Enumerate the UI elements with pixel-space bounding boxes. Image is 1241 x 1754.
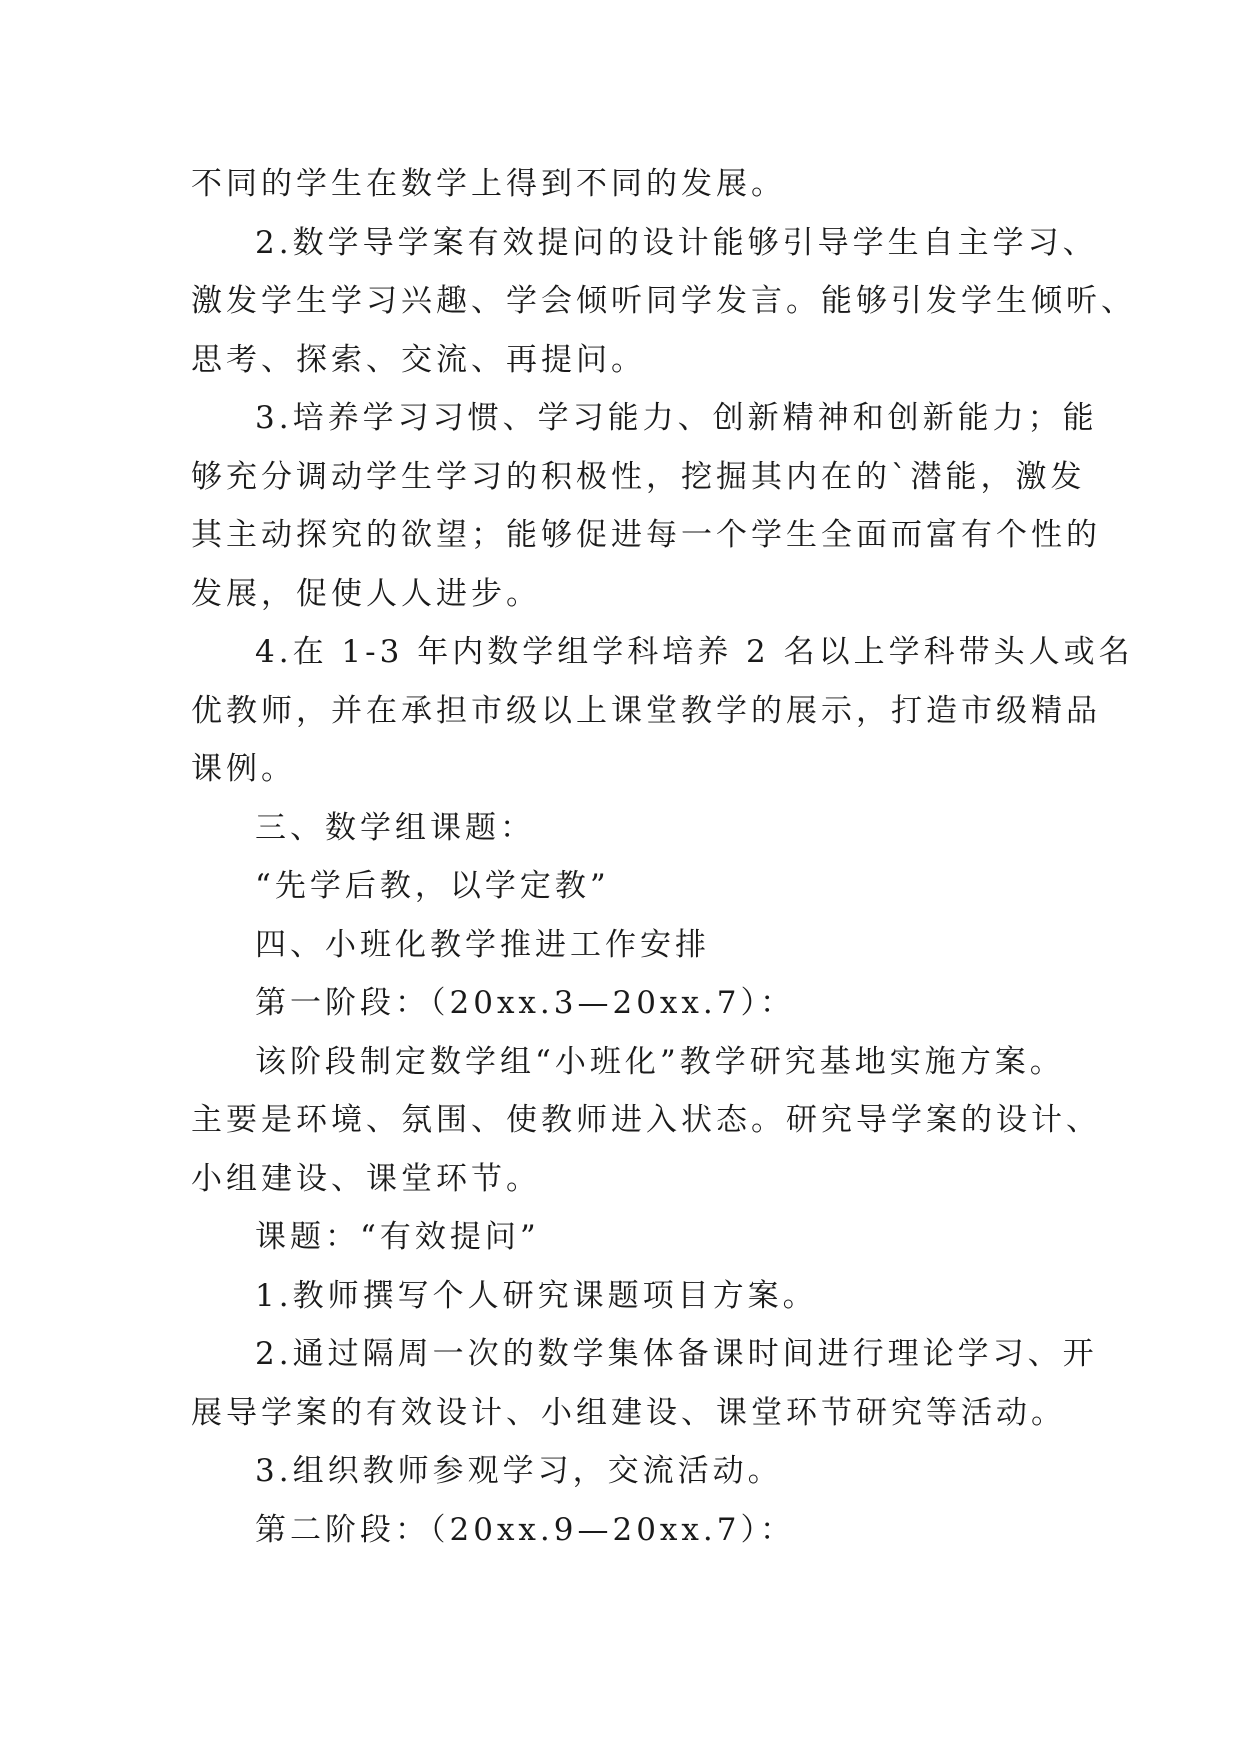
stage-heading: 第二阶段：（20xx.9—20xx.7）： bbox=[255, 1511, 795, 1548]
text-line: 发展，促使人人进步。 bbox=[191, 575, 541, 612]
text-line: 2.通过隔周一次的数学集体备课时间进行理论学习、开 bbox=[255, 1336, 1098, 1372]
text-line: 课例。 bbox=[191, 751, 296, 787]
text-line: 展导学案的有效设计、小组建设、课堂环节研究等活动。 bbox=[191, 1394, 1066, 1431]
document-body bbox=[191, 155, 1136, 1559]
text-line: 1.教师撰写个人研究课题项目方案。 bbox=[255, 1277, 818, 1314]
text-line: 其主动探究的欲望；能够促进每一个学生全面而富有个性的 bbox=[191, 517, 1101, 553]
text-line: “先学后教，以学定教” bbox=[255, 868, 610, 904]
text-line: 2.数学导学案有效提问的设计能够引导学生自主学习、 bbox=[255, 224, 1098, 261]
text-line: 够充分调动学生学习的积极性，挖掘其内在的`潜能，激发 bbox=[191, 458, 1086, 495]
text-line: 优教师，并在承担市级以上课堂教学的展示，打造市级精品 bbox=[191, 692, 1101, 729]
stage-heading: 第一阶段：（20xx.3—20xx.7）： bbox=[255, 985, 795, 1021]
text-line: 小组建设、课堂环节。 bbox=[191, 1160, 541, 1197]
text-line: 主要是环境、氛围、使教师进入状态。研究导学案的设计、 bbox=[191, 1102, 1101, 1138]
text-line: 3.培养学习习惯、学习能力、创新精神和创新能力；能 bbox=[255, 400, 1098, 436]
text-line: 激发学生学习兴趣、学会倾听同学发言。能够引发学生倾听、 bbox=[191, 283, 1136, 319]
text-line: 4.在 1-3 年内数学组学科培养 2 名以上学科带头人或名 bbox=[255, 634, 1134, 670]
text-line: 3.组织教师参观学习，交流活动。 bbox=[255, 1453, 783, 1489]
section-heading: 四、小班化教学推进工作安排 bbox=[255, 926, 710, 963]
text-line: 不同的学生在数学上得到不同的发展。 bbox=[191, 166, 786, 202]
text-line: 思考、探索、交流、再提问。 bbox=[191, 341, 646, 378]
section-heading: 三、数学组课题： bbox=[255, 809, 535, 846]
text-line: 该阶段制定数学组“小班化”教学研究基地实施方案。 bbox=[255, 1043, 1065, 1080]
text-line: 课题：“有效提问” bbox=[255, 1219, 540, 1255]
